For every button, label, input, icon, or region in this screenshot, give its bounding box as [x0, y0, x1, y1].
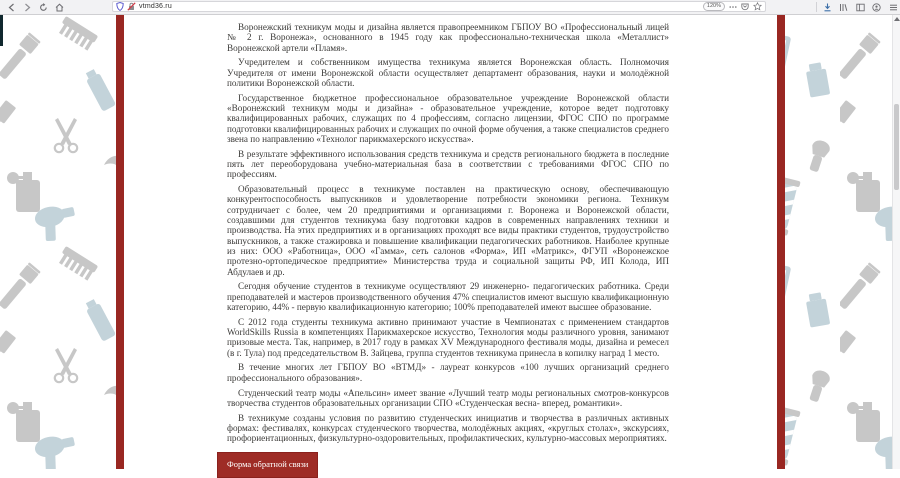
paragraph: В техникуме созданы условия по развитию студенческих инициатив и творчества в различных активных формах: фестивалях, конкурсах студенческого творчества, молодёжных акциях, «круглых столах», экскурсиях, профориентационных, физкультурно-оздоровительных, профилактических, культурно-массовых мероприятиях. [227, 412, 669, 444]
star-icon [753, 2, 762, 11]
hamburger-icon [889, 3, 898, 12]
paragraph: В течение многих лет ГБПОУ ВО «ВТМД» - лауреат конкурсов «100 лучших организаций среднего профессионального образования». [227, 362, 669, 383]
left-edge-element [0, 15, 3, 46]
library-icon [839, 3, 848, 12]
forward-button[interactable] [20, 0, 34, 14]
forward-icon [23, 3, 32, 12]
browser-toolbar [0, 0, 900, 15]
sidebar-button[interactable] [853, 0, 867, 14]
menu-button[interactable] [886, 0, 900, 14]
paragraph: Сегодня обучение студентов в техникуме осуществляют 29 инженерно- педагогических работника. Среди преподавателей и мастеров производственного обучения 47% специалистов имеют высшую квалификационную категорию, 44% - первую квалификационную категорию; 100% преподавателей имеют высшее образование. [227, 281, 669, 312]
url-text[interactable]: vtmd36.ru [139, 3, 172, 10]
page-actions-button[interactable] [729, 3, 737, 11]
toolbar-divider [816, 2, 817, 12]
downloads-button[interactable] [820, 0, 834, 14]
page-viewport [0, 14, 900, 469]
zoom-indicator[interactable]: 120% [703, 2, 725, 11]
bookmark-button[interactable] [753, 2, 762, 11]
account-button[interactable] [869, 0, 883, 14]
home-button[interactable] [52, 0, 66, 14]
ellipsis-icon [729, 3, 737, 11]
pocket-icon [741, 3, 749, 11]
reload-icon [39, 3, 48, 12]
insecure-lock-icon[interactable] [127, 2, 136, 11]
tracking-shield-icon[interactable] [116, 2, 124, 11]
download-icon [823, 3, 832, 12]
back-icon [7, 3, 16, 12]
paragraph: Воронежский техникум моды и дизайна является правопреемником ГБПОУ ВО «Профессиональный лицей № 2 г. Воронежа», основанного в 1945 году как профессионально-техническая школа «Металлист» Воронежской артели «Пламя». [227, 22, 669, 53]
scrollbar-track[interactable] [892, 14, 900, 469]
article-text [124, 14, 777, 443]
library-button[interactable] [836, 0, 850, 14]
scrollbar-thumb[interactable] [894, 104, 899, 190]
pocket-button[interactable] [741, 3, 749, 11]
back-button[interactable] [4, 0, 18, 14]
feedback-form-button[interactable]: Форма обратной связи [217, 452, 318, 478]
paragraph: Образовательный процесс в техникуме поставлен на практическую основу, обеспечивающую конкурентоспособность выпускников и удовлетворение потребности экономики региона. Техникум сотрудничает с более, чем 20 предприятиями и организациями г. Воронежа и Воронежской области, создавшими для студентов техникума базу подготовки кадров в современных направлениях техники и производства. На этих предприятиях и в организациях проходят все виды практики студентов, трудоустройство выпускников, а также стажировка и повышение квалификации педагогических работников. Наиболее крупные из них: ООО «Работница», ООО «Гамма», сеть салонов «Форма», ИП «Матрикс», ФГУП «Воронежское протезно-ортопедическое предприятие» Министерства труда и социальной защиты РФ, ИП Колода, ИП Абдулаев и др. [227, 184, 669, 277]
scroll-up-arrow[interactable] [894, 17, 900, 21]
paragraph: Учредителем и собственником имущества техникума является Воронежская область. Полномочия Учредителя от имени Воронежской области осуществляет департамент образования, науки и молодёжной политики Воронежской области. [227, 57, 669, 88]
address-bar[interactable] [112, 1, 766, 12]
reload-button[interactable] [36, 0, 50, 14]
paragraph: В результате эффективного использования средств техникума и средств регионального бюджета в последние пять лет переоборудована учебно-материальная база в соответствии с требованиями ФГОС СПО по профессиям. [227, 148, 669, 180]
paragraph: Государственное бюджетное профессиональное образовательное учреждение Воронежской области «Воронежский техникум моды и дизайна» - образовательное учреждение, которое ведет подготовку квалифицированных рабочих, служащих по 4 профессиям, согласно лицензии, ФГОС СПО по программе подготовки квалифицированных рабочих и служащих по очной форме обучения, а также специалистов среднего звена по направлению «Технолог парикмахерского искусства». [227, 92, 669, 144]
account-icon [872, 3, 881, 12]
home-icon [55, 3, 64, 12]
sidebar-icon [856, 3, 865, 12]
article-panel [116, 14, 785, 469]
paragraph: Студенческий театр моды «Апельсин» имеет звание «Лучший театр моды региональных смотров-конкурсов творчества студентов образовательных организации СПО «Студенческая весна- вперед, романтики». [227, 387, 669, 408]
paragraph: С 2012 года студенты техникума активно принимают участие в Чемпионатах с применением стандартов WorldSkills Russia в компетенциях Парикмахерское искусство, Технология моды различного уровня, занимают призовые места. Так, например, в 2017 году в рамках XV Международного фестиваля моды, дизайна и ремесел (в г. Тула) под председательством В. Зайцева, группа студентов техникума принесла в копилку наград 1 место. [227, 316, 669, 358]
